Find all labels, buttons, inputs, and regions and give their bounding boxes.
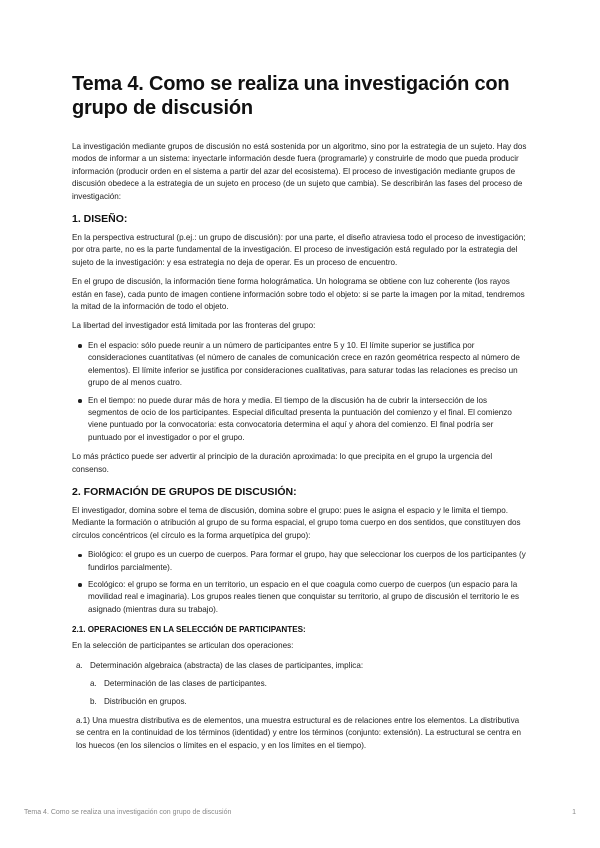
formacion-bullet-list bbox=[72, 549, 528, 616]
ordered-item-a bbox=[76, 660, 528, 672]
operaciones-paragraph-1: En la selección de participantes se articulan dos operaciones: bbox=[72, 641, 294, 651]
list-marker: a. bbox=[90, 679, 97, 688]
list-item: En el espacio: sólo puede reunir a un número de participantes entre 5 y 10. El límite superior se justifica por consideraciones cuantitativas (el número de canales de comunicación crece en razón geométrica respecto al número de elementos). El límite inferior se justifica por consideraciones cualitativas, para saturar todas las relaciones es preciso un grupo de al menos cuatro. bbox=[88, 340, 528, 390]
diseno-paragraph-3: La libertad del investigador está limitada por las fronteras del grupo: bbox=[72, 321, 316, 331]
ordered-subitem-a bbox=[90, 678, 528, 690]
diseno-paragraph-2: En el grupo de discusión, la información tiene forma holográmatica. Un holograma se obtiene con luz coherente (los rayos están en fase), cada punto de imagen contiene información sobre todo el objeto: si se parte la imagen por la mitad, tendremos la mitad de la información de todo el objeto. bbox=[72, 277, 525, 312]
page-number: 1 bbox=[572, 809, 576, 816]
ordered-item-text: Determinación algebraica (abstracta) de las clases de participantes, implica: bbox=[90, 660, 364, 670]
section-heading-diseno: 1. DISEÑO: bbox=[72, 213, 128, 226]
list-marker: b. bbox=[90, 697, 97, 707]
ordered-subitem-b bbox=[90, 696, 528, 708]
intro-paragraph: La investigación mediante grupos de discusión no está sostenida por un algoritmo, sino por la estrategia de un sujeto. Hay dos modos de informar a un sistema: inyectarle información desde fuera (programarle) y construirle de modo que pueda producir información (producir orden en el sistema a partir del azar del ecosistema). El proceso de investigación mediante grupos de discusión obedece a la estrategia de un sujeto en proceso (de un sujeto que cambia). Se describirán las fases del proceso de investigación: bbox=[72, 142, 527, 201]
ordered-subitem-text: Determinación de las clases de participantes. bbox=[104, 679, 267, 688]
diseno-paragraph-4: Lo más práctico puede ser advertir al principio de la duración aproximada: lo que precipita en el grupo la urgencia del consenso. bbox=[72, 452, 493, 474]
list-item: Biológico: el grupo es un cuerpo de cuerpos. Para formar el grupo, hay que seleccionar los cuerpos de los participantes (y fundirlos parcialmente). bbox=[88, 549, 528, 574]
list-item: En el tiempo: no puede durar más de hora y media. El tiempo de la discusión ha de cubrir la intersección de los segmentos de ocio de los participantes. Especial dificultad presenta la puntuación del comienzo y el final. El comienzo viene puntuado por la convocatoria: esta convocatoria determina el aquí y ahora del comienzo. El final podría ser puntuado por el investigador o por el grupo. bbox=[88, 395, 528, 445]
section-heading-formacion: 2. FORMACIÓN DE GRUPOS DE DISCUSIÓN: bbox=[72, 485, 297, 498]
formacion-paragraph-1: El investigador, domina sobre el tema de discusión, domina sobre el grupo: pues le asigna el espacio y le limita el tiempo. Mediante la formación o atribución al grupo de su forma espacial, el grupo toma cuerpo en dos sentidos, que constituyen dos círculos concéntricos (el círculo es la forma arquetípica del grupo): bbox=[72, 505, 521, 540]
document-title: Tema 4. Como se realiza una investigación con grupo de discusión bbox=[72, 73, 510, 119]
diseno-paragraph-1: En la perspectiva estructural (p.ej.: un grupo de discusión): por una parte, el diseño atraviesa todo el proceso de investigación; por otra parte, no es la parte fundamental de la investigación. El proceso de investigación está regulado por la estrategia del sujeto de la investigación: y esa estrategia no deja de operar. Es un proceso de encuentro. bbox=[72, 233, 526, 267]
note-paragraph-a1: a.1) Una muestra distributiva es de elementos, una muestra estructural es de relaciones entre los elementos. La distributiva se centra en la continuidad de los términos (identidad) y entre los términos (conjunto: extensión). La estructural se centra en los huecos (en los silencios o límites en el espacio, y en los límites en el tiempo). bbox=[76, 715, 521, 750]
diseno-bullet-list bbox=[72, 340, 528, 444]
subsection-heading-operaciones: 2.1. OPERACIONES EN LA SELECCIÓN DE PARTICIPANTES: bbox=[72, 625, 306, 635]
footer-title: Tema 4. Como se realiza una investigación con grupo de discusión bbox=[24, 809, 232, 816]
list-item: Ecológico: el grupo se forma en un territorio, un espacio en el que coagula como cuerpo de cuerpos (un espacio para la movilidad real e imaginaria). Los grupos reales tienen que conquistar su territorio, al grupo de discusión el territorio le es asignado (mientras dura su trabajo). bbox=[88, 579, 528, 616]
document-page bbox=[72, 72, 528, 759]
page-footer bbox=[24, 808, 576, 818]
list-marker: a. bbox=[76, 660, 83, 670]
ordered-subitem-text: Distribución en grupos. bbox=[104, 697, 187, 707]
